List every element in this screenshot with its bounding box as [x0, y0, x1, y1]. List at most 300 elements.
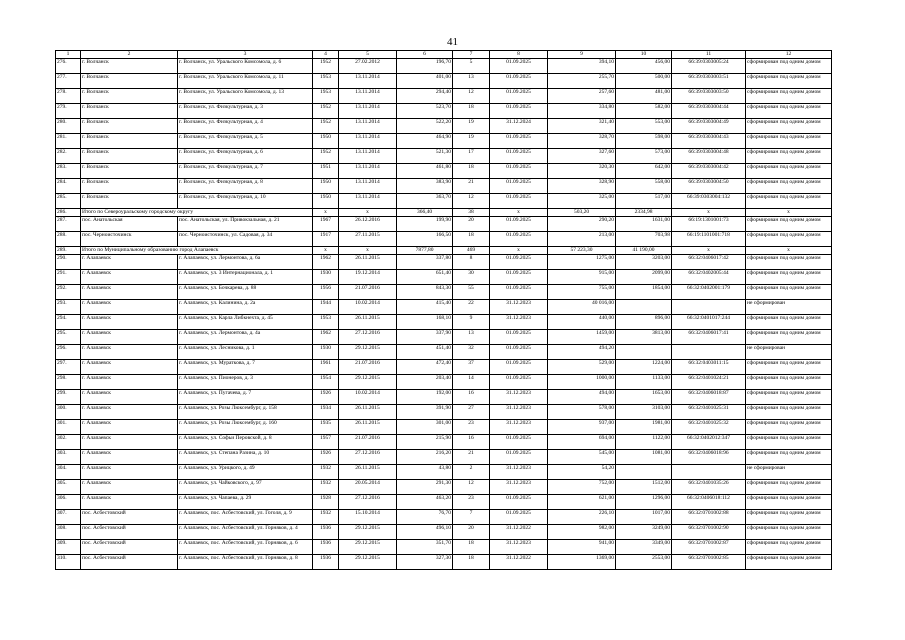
deadline-cell: 01.09.2025: [490, 510, 548, 525]
header-cell-4: 4: [313, 51, 339, 59]
relocation-area-cell: 1459,00: [548, 330, 616, 345]
year-built-cell: 1930: [313, 270, 339, 285]
area-cell: 168,10: [397, 315, 453, 330]
deadline-cell: 01.09.2025: [490, 89, 548, 104]
locality-cell: г. Волчанск: [81, 179, 178, 194]
address-cell: пос. Анатольская, ул. Привокзальная, д. 21: [178, 217, 313, 232]
residents-cell: 18: [453, 232, 490, 247]
address-cell: пос. Черноисточинск, ул. Садовая, д. 34: [178, 232, 313, 247]
header-row: [56, 51, 832, 59]
year-built-cell: 1952: [313, 104, 339, 119]
date-cell: 26.11.2015: [339, 405, 397, 420]
year-built-cell: 1952: [313, 59, 339, 74]
residents-cell: 469: [453, 247, 490, 255]
locality-cell: г. Волчанск: [81, 59, 178, 74]
header-cell-10: 10: [616, 51, 672, 59]
deadline-cell: 31.12.2023: [490, 405, 548, 420]
relocation-area-cell: 290,20: [548, 217, 616, 232]
deadline-cell: 31.12.2023: [490, 540, 548, 555]
residents-cell: 30: [453, 270, 490, 285]
date-cell: 13.11.2014: [339, 134, 397, 149]
cadastral-number-cell: 66:39:0303004:49: [672, 119, 746, 134]
land-area-cell: 573,00: [616, 149, 672, 164]
deadline-cell: 31.12.2022: [490, 555, 548, 570]
area-cell: 337,80: [397, 255, 453, 270]
area-cell: 76,70: [397, 510, 453, 525]
year-built-cell: 1944: [313, 300, 339, 315]
land-area-cell: 2334,98: [616, 209, 672, 217]
table-row: [56, 375, 832, 390]
date-cell: 15.10.2014: [339, 510, 397, 525]
row-number-cell: 288.: [56, 232, 81, 247]
relocation-area-cell: 327,60: [548, 149, 616, 164]
year-built-cell: 1932: [313, 465, 339, 480]
locality-cell: г. Алапаевск: [81, 270, 178, 285]
table-row: [56, 450, 832, 465]
date-cell: 27.12.2016: [339, 495, 397, 510]
table-row: [56, 510, 832, 525]
address-cell: г. Волчанск, ул. Физкультурная, д. 5: [178, 134, 313, 149]
residents-cell: 13: [453, 330, 490, 345]
cadastral-number-cell: 66:32:0406018:112: [672, 495, 746, 510]
year-built-cell: 1936: [313, 525, 339, 540]
land-status-cell: сформирован под одним домом: [746, 450, 832, 465]
header-cell-8: 8: [490, 51, 548, 59]
land-area-cell: 1512,00: [616, 480, 672, 495]
land-status-cell: сформирован под одним домом: [746, 89, 832, 104]
relocation-area-cell: 494,00: [548, 390, 616, 405]
table-row: [56, 74, 832, 89]
page-number: 41: [447, 36, 458, 48]
area-cell: 463,20: [397, 495, 453, 510]
residents-cell: 37: [453, 360, 490, 375]
cadastral-number-cell: [672, 300, 746, 315]
year-built-cell: 1957: [313, 435, 339, 450]
residents-cell: 32: [453, 345, 490, 360]
locality-cell: пос. Черноисточинск: [81, 232, 178, 247]
relocation-area-cell: 545,00: [548, 450, 616, 465]
relocation-area-cell: 755,00: [548, 285, 616, 300]
address-cell: г. Алапаевск, ул. Мураткова, д. 7: [178, 360, 313, 375]
cadastral-number-cell: [672, 345, 746, 360]
area-cell: 391,90: [397, 405, 453, 420]
residents-cell: 14: [453, 375, 490, 390]
date-cell: 29.12.2015: [339, 525, 397, 540]
row-number-cell: 299.: [56, 390, 81, 405]
locality-cell: г. Алапаевск: [81, 330, 178, 345]
residents-cell: 38: [453, 209, 490, 217]
year-built-cell: 1953: [313, 315, 339, 330]
table-row: [56, 465, 832, 480]
date-cell: 26.11.2015: [339, 315, 397, 330]
cadastral-number-cell: 66:19:1301001:73: [672, 217, 746, 232]
relocation-area-cell: 915,00: [548, 270, 616, 285]
relocation-area-cell: 213,00: [548, 232, 616, 247]
relocation-area-cell: 578,00: [548, 405, 616, 420]
date-cell: 13.11.2014: [339, 149, 397, 164]
address-cell: г. Алапаевск, пос. Асбестовский, ул. Гоголя, д. 9: [178, 510, 313, 525]
land-status-cell: сформирован под одним домом: [746, 179, 832, 194]
land-status-cell: сформирован под одним домом: [746, 134, 832, 149]
land-area-cell: 1981,00: [616, 420, 672, 435]
table-row: [56, 405, 832, 420]
residents-cell: 17: [453, 149, 490, 164]
date-cell: 10.02.2014: [339, 390, 397, 405]
residents-cell: 5: [453, 59, 490, 74]
land-status-cell: сформирован под одним домом: [746, 149, 832, 164]
relocation-area-cell: 257,60: [548, 89, 616, 104]
deadline-cell: 31.12.2024: [490, 119, 548, 134]
land-area-cell: 1133,00: [616, 375, 672, 390]
locality-cell: г. Алапаевск: [81, 405, 178, 420]
cadastral-number-cell: 66:32:0403011:15: [672, 360, 746, 375]
row-number-cell: 300.: [56, 405, 81, 420]
row-number-cell: 295.: [56, 330, 81, 345]
row-number-cell: 277.: [56, 74, 81, 89]
address-cell: г. Волчанск, ул. Физкультурная, д. 4: [178, 119, 313, 134]
land-area-cell: [616, 465, 672, 480]
land-area-cell: 3349,00: [616, 540, 672, 555]
row-number-cell: 279.: [56, 104, 81, 119]
relocation-area-cell: 1369,00: [548, 555, 616, 570]
residents-cell: 20: [453, 525, 490, 540]
date-cell: 29.12.2015: [339, 345, 397, 360]
locality-cell: г. Алапаевск: [81, 345, 178, 360]
deadline-cell: 31.12.2023: [490, 390, 548, 405]
deadline-cell: 01.09.2025: [490, 194, 548, 209]
date-cell: 13.11.2014: [339, 74, 397, 89]
table-row: [56, 345, 832, 360]
residents-cell: 16: [453, 390, 490, 405]
header-cell-3: 3: [178, 51, 313, 59]
land-area-cell: 3813,00: [616, 330, 672, 345]
land-status-cell: сформирован под одним домом: [746, 435, 832, 450]
locality-cell: г. Алапаевск: [81, 495, 178, 510]
area-cell: 523,70: [397, 104, 453, 119]
locality-cell: Итого по Североуральскому городскому округу: [81, 209, 313, 217]
residents-cell: 12: [453, 194, 490, 209]
row-number-cell: 310.: [56, 555, 81, 570]
land-status-cell: не сформирован: [746, 300, 832, 315]
land-area-cell: 3249,00: [616, 525, 672, 540]
row-number-cell: 284.: [56, 179, 81, 194]
residents-cell: 23: [453, 495, 490, 510]
deadline-cell: 01.09.2025: [490, 450, 548, 465]
cadastral-number-cell: [672, 465, 746, 480]
area-cell: 294,40: [397, 89, 453, 104]
cadastral-number-cell: 66:39:0303004:50: [672, 179, 746, 194]
year-built-cell: 1926: [313, 450, 339, 465]
locality-cell: г. Алапаевск: [81, 360, 178, 375]
row-number-cell: 296.: [56, 345, 81, 360]
relocation-area-cell: 334,80: [548, 104, 616, 119]
land-status-cell: сформирован под одним домом: [746, 59, 832, 74]
address-cell: г. Алапаевск, ул. Степана Разина, д. 10: [178, 450, 313, 465]
row-number-cell: 291.: [56, 270, 81, 285]
deadline-cell: 31.12.2023: [490, 315, 548, 330]
deadline-cell: 01.09.2025: [490, 179, 548, 194]
address-cell: г. Алапаевск, пос. Асбестовский, ул. Горняков, д. 8: [178, 555, 313, 570]
header-cell-6: 6: [397, 51, 453, 59]
deadline-cell: 01.09.2025: [490, 495, 548, 510]
relocation-area-cell: 941,00: [548, 540, 616, 555]
deadline-cell: 01.09.2025: [490, 104, 548, 119]
address-cell: г. Волчанск, ул. Уральского Комсомола, д. 6: [178, 59, 313, 74]
address-cell: г. Волчанск, ул. Физкультурная, д. 6: [178, 149, 313, 164]
cadastral-number-cell: 66:32:0401017:244: [672, 315, 746, 330]
header-cell-1: 1: [56, 51, 81, 59]
row-number-cell: 281.: [56, 134, 81, 149]
table-row: [56, 480, 832, 495]
deadline-cell: 01.09.2025: [490, 134, 548, 149]
deadline-cell: 01.09.2025: [490, 217, 548, 232]
residents-cell: 22: [453, 300, 490, 315]
year-built-cell: 1962: [313, 255, 339, 270]
year-built-cell: 1932: [313, 510, 339, 525]
date-cell: 26.11.2015: [339, 255, 397, 270]
deadline-cell: 01.09.2025: [490, 59, 548, 74]
table-row: [56, 104, 832, 119]
address-cell: г. Алапаевск, пос. Асбестовский, ул. Горняков, д. 6: [178, 540, 313, 555]
cadastral-number-cell: 66:32:0402005:44: [672, 270, 746, 285]
land-status-cell: сформирован под одним домом: [746, 495, 832, 510]
residents-cell: 23: [453, 420, 490, 435]
deadline-cell: 31.12.2023: [490, 420, 548, 435]
date-cell: 29.12.2015: [339, 555, 397, 570]
area-cell: 43,80: [397, 465, 453, 480]
address-cell: г. Волчанск, ул. Уральского Комсомола, д. 13: [178, 89, 313, 104]
header-cell-11: 11: [672, 51, 746, 59]
cadastral-number-cell: 66:32:0406018:96: [672, 450, 746, 465]
land-area-cell: 3203,00: [616, 255, 672, 270]
row-number-cell: 286.: [56, 209, 81, 217]
residents-cell: 27: [453, 405, 490, 420]
land-status-cell: сформирован под одним домом: [746, 217, 832, 232]
relocation-area-cell: 694,00: [548, 435, 616, 450]
cadastral-number-cell: 66:39:0303005:24: [672, 59, 746, 74]
date-cell: 13.11.2014: [339, 194, 397, 209]
relocation-area-cell: 494,20: [548, 345, 616, 360]
table-row: [56, 390, 832, 405]
deadline-cell: x: [490, 247, 548, 255]
area-cell: 464,90: [397, 134, 453, 149]
deadline-cell: 01.09.2025: [490, 360, 548, 375]
deadline-cell: 01.09.2025: [490, 74, 548, 89]
land-status-cell: сформирован под одним домом: [746, 164, 832, 179]
land-area-cell: [616, 345, 672, 360]
date-cell: 21.07.2016: [339, 435, 397, 450]
residents-cell: 20: [453, 217, 490, 232]
table-row: [56, 179, 832, 194]
year-built-cell: x: [313, 247, 339, 255]
header-cell-7: 7: [453, 51, 490, 59]
address-cell: г. Алапаевск, ул. Пугачева, д. 7: [178, 390, 313, 405]
table-row: [56, 360, 832, 375]
cadastral-number-cell: 66:32:0406017:42: [672, 255, 746, 270]
address-cell: г. Алапаевск, ул. Лермонтова, д. 6а: [178, 255, 313, 270]
land-area-cell: 642,00: [616, 164, 672, 179]
land-area-cell: 703,98: [616, 232, 672, 247]
relocation-area-cell: 40 016,00: [548, 300, 616, 315]
table-row: [56, 555, 832, 570]
area-cell: 451,40: [397, 345, 453, 360]
date-cell: 21.07.2016: [339, 360, 397, 375]
header-cell-2: 2: [81, 51, 178, 59]
residents-cell: 18: [453, 104, 490, 119]
address-cell: г. Волчанск, ул. Физкультурная, д. 3: [178, 104, 313, 119]
residents-cell: 12: [453, 480, 490, 495]
relocation-area-cell: 1275,00: [548, 255, 616, 270]
land-status-cell: сформирован под одним домом: [746, 555, 832, 570]
relocation-area-cell: 503,20: [548, 209, 616, 217]
relocation-area-cell: 1000,00: [548, 375, 616, 390]
land-status-cell: сформирован под одним домом: [746, 270, 832, 285]
area-cell: 651,40: [397, 270, 453, 285]
table-row: [56, 435, 832, 450]
area-cell: 301,00: [397, 420, 453, 435]
year-built-cell: 1952: [313, 119, 339, 134]
row-number-cell: 290.: [56, 255, 81, 270]
date-cell: 29.12.2015: [339, 375, 397, 390]
locality-cell: г. Волчанск: [81, 104, 178, 119]
cadastral-number-cell: 66:39:0303003:50: [672, 89, 746, 104]
relocation-area-cell: 621,00: [548, 495, 616, 510]
cadastral-number-cell: 66:32:0406017:41: [672, 330, 746, 345]
residents-cell: 19: [453, 119, 490, 134]
land-area-cell: 1296,00: [616, 495, 672, 510]
year-built-cell: 1935: [313, 420, 339, 435]
cadastral-number-cell: 66:39:0303003:51: [672, 74, 746, 89]
locality-cell: г. Волчанск: [81, 149, 178, 164]
land-status-cell: сформирован под одним домом: [746, 285, 832, 300]
date-cell: 27.02.2012: [339, 59, 397, 74]
row-number-cell: 306.: [56, 495, 81, 510]
land-area-cell: 481,00: [616, 89, 672, 104]
row-number-cell: 285.: [56, 194, 81, 209]
land-status-cell: сформирован под одним домом: [746, 480, 832, 495]
land-status-cell: сформирован под одним домом: [746, 74, 832, 89]
cadastral-number-cell: 66:32:0401035:26: [672, 480, 746, 495]
date-cell: 13.11.2014: [339, 164, 397, 179]
land-status-cell: x: [746, 209, 832, 217]
row-number-cell: 282.: [56, 149, 81, 164]
land-status-cell: не сформирован: [746, 465, 832, 480]
address-cell: г. Алапаевск, ул. Чайковского, д. 97: [178, 480, 313, 495]
land-status-cell: не сформирован: [746, 345, 832, 360]
land-status-cell: сформирован под одним домом: [746, 540, 832, 555]
address-cell: г. Алапаевск, ул. Лермонтова, д. 4а: [178, 330, 313, 345]
residents-cell: 18: [453, 555, 490, 570]
table-row: [56, 217, 832, 232]
cadastral-number-cell: 66:32:0406018:87: [672, 390, 746, 405]
land-area-cell: 553,00: [616, 119, 672, 134]
locality-cell: г. Алапаевск: [81, 465, 178, 480]
land-area-cell: 2553,00: [616, 555, 672, 570]
relocation-area-cell: 529,00: [548, 360, 616, 375]
address-cell: г. Волчанск, ул. Физкультурная, д. 7: [178, 164, 313, 179]
address-cell: г. Алапаевск, ул. Чапаева, д. 29: [178, 495, 313, 510]
land-area-cell: [616, 300, 672, 315]
address-cell: г. Алапаевск, ул. Розы Люксембург, д. 158: [178, 405, 313, 420]
area-cell: 196,70: [397, 59, 453, 74]
deadline-cell: 01.09.2025: [490, 149, 548, 164]
row-number-cell: 293.: [56, 300, 81, 315]
address-cell: г. Алапаевск, пос. Асбестовский, ул. Горняков, д. 4: [178, 525, 313, 540]
area-cell: 521,30: [397, 149, 453, 164]
land-status-cell: сформирован под одним домом: [746, 330, 832, 345]
table-row: [56, 330, 832, 345]
year-built-cell: 1928: [313, 495, 339, 510]
date-cell: 27.11.2015: [339, 232, 397, 247]
locality-cell: пос. Асбестовский: [81, 540, 178, 555]
area-cell: 401,00: [397, 74, 453, 89]
year-built-cell: 1954: [313, 375, 339, 390]
land-area-cell: 1017,00: [616, 510, 672, 525]
header-cell-9: 9: [548, 51, 616, 59]
land-status-cell: сформирован под одним домом: [746, 119, 832, 134]
year-built-cell: 1926: [313, 390, 339, 405]
area-cell: 472,40: [397, 360, 453, 375]
year-built-cell: 1962: [313, 330, 339, 345]
table-row: [56, 255, 832, 270]
address-cell: г. Алапаевск, ул. Софьи Перовской, д. 8: [178, 435, 313, 450]
housing-table: [55, 50, 832, 570]
table-row: [56, 495, 832, 510]
relocation-area-cell: 328,90: [548, 179, 616, 194]
year-built-cell: 1967: [313, 217, 339, 232]
relocation-area-cell: 255,70: [548, 74, 616, 89]
land-status-cell: сформирован под одним домом: [746, 255, 832, 270]
row-number-cell: 283.: [56, 164, 81, 179]
date-cell: 13.11.2014: [339, 119, 397, 134]
address-cell: г. Волчанск, ул. Физкультурная, д. 8: [178, 179, 313, 194]
land-status-cell: x: [746, 247, 832, 255]
year-built-cell: 1951: [313, 164, 339, 179]
deadline-cell: 01.09.2025: [490, 270, 548, 285]
residents-cell: 55: [453, 285, 490, 300]
table-row: [56, 194, 832, 209]
address-cell: г. Алапаевск, ул. Бочкарева, д. 88: [178, 285, 313, 300]
table-row: [56, 540, 832, 555]
cadastral-number-cell: 66:32:0402001:179: [672, 285, 746, 300]
deadline-cell: 01.09.2025: [490, 375, 548, 390]
row-number-cell: 303.: [56, 450, 81, 465]
residents-cell: 18: [453, 540, 490, 555]
cadastral-number-cell: 66:32:0701002:90: [672, 525, 746, 540]
table-row: [56, 420, 832, 435]
row-number-cell: 292.: [56, 285, 81, 300]
locality-cell: г. Алапаевск: [81, 255, 178, 270]
relocation-area-cell: 328,70: [548, 134, 616, 149]
address-cell: г. Алапаевск, ул. Карла Либкнехта, д. 45: [178, 315, 313, 330]
area-cell: 166,50: [397, 232, 453, 247]
land-area-cell: 41 190,00: [616, 247, 672, 255]
address-cell: г. Алапаевск, ул. Пионеров, д. 3: [178, 375, 313, 390]
date-cell: 13.11.2014: [339, 179, 397, 194]
land-status-cell: сформирован под одним домом: [746, 525, 832, 540]
deadline-cell: x: [490, 209, 548, 217]
table-row: [56, 149, 832, 164]
date-cell: x: [339, 209, 397, 217]
locality-cell: г. Алапаевск: [81, 435, 178, 450]
land-area-cell: 1854,00: [616, 285, 672, 300]
relocation-area-cell: 937,00: [548, 420, 616, 435]
date-cell: 27.12.2016: [339, 450, 397, 465]
locality-cell: г. Алапаевск: [81, 375, 178, 390]
residents-cell: 9: [453, 315, 490, 330]
land-area-cell: 1081,00: [616, 450, 672, 465]
area-cell: 522,20: [397, 119, 453, 134]
